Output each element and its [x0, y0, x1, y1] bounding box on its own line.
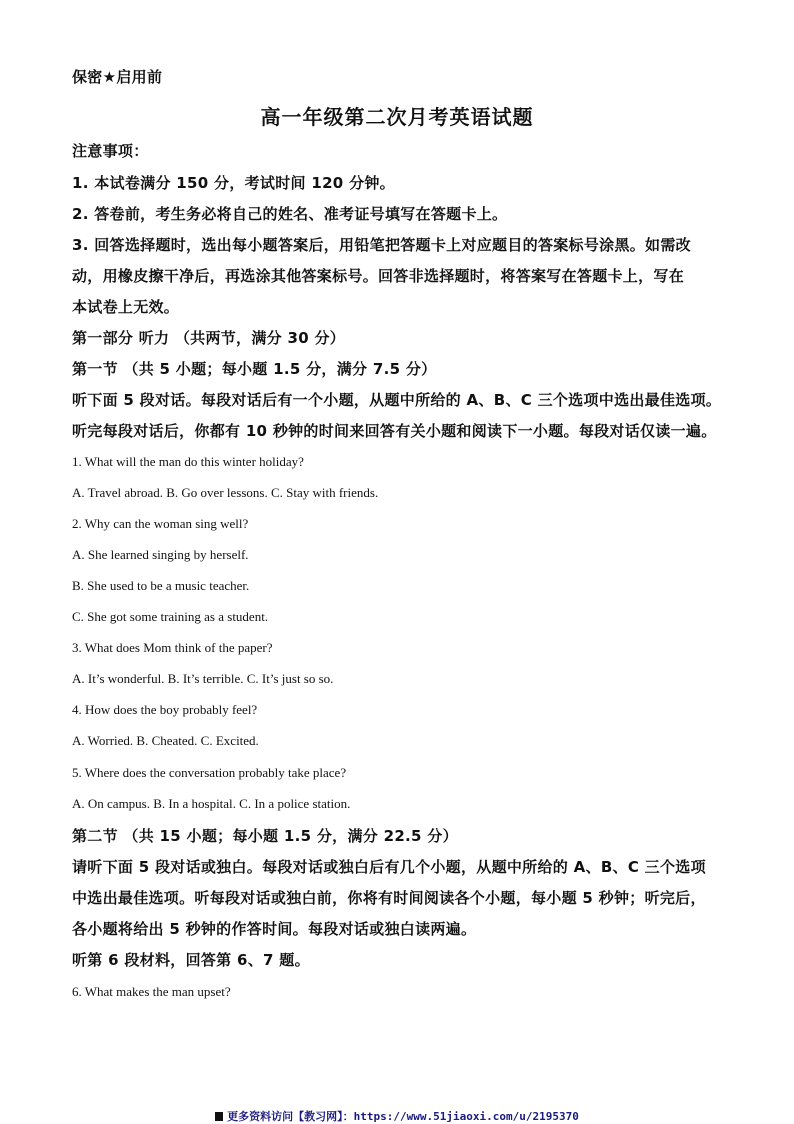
question-1: 1. What will the man do this winter holiday? [72, 454, 304, 469]
question-5: 5. Where does the conversation probably take place? [72, 765, 347, 780]
section1-instruction-line-1: 听下面 5 段对话。每段对话后有一个小题，从题中所给的 A、B、C 三个选项中选出最佳选项。 [72, 391, 722, 409]
material-6-label: 听第 6 段材料，回答第 6、7 题。 [72, 951, 310, 969]
question-3-options: A. It’s wonderful. B. It’s terrible. C. It’s just so so. [72, 671, 334, 686]
question-4-options: A. Worried. B. Cheated. C. Excited. [72, 733, 259, 748]
notes-item-3-line-3: 本试卷上无效。 [72, 298, 180, 316]
page-title: 高一年级第二次月考英语试题 [260, 105, 534, 129]
section2-instruction-line-3: 各小题将给出 5 秒钟的作答时间。每段对话或独白读两遍。 [72, 920, 477, 938]
section2-heading: 第二节 （共 15 小题；每小题 1.5 分，满分 22.5 分） [72, 827, 458, 845]
footer-text: 更多资料访问【教习网】：https://www.51jiaoxi.com/u/2195370 [227, 1110, 579, 1123]
notes-item-1: 1. 本试卷满分 150 分，考试时间 120 分钟。 [72, 174, 395, 192]
notes-heading: 注意事项： [72, 142, 149, 160]
question-5-options: A. On campus. B. In a hospital. C. In a police station. [72, 796, 351, 811]
notes-item-2: 2. 答卷前，考生务必将自己的姓名、准考证号填写在答题卡上。 [72, 205, 508, 223]
notes-item-3-line-2: 动，用橡皮擦干净后，再选涂其他答案标号。回答非选择题时，将答案写在答题卡上，写在 [72, 267, 685, 285]
confidential-label: 保密★启用前 [72, 68, 163, 86]
section2-instruction-line-1: 请听下面 5 段对话或独白。每段对话或独白后有几个小题，从题中所给的 A、B、C 三个选项 [72, 858, 706, 876]
flag-icon [215, 1112, 223, 1121]
footer-link[interactable] [0, 1108, 794, 1124]
part1-heading: 第一部分 听力 （共两节，满分 30 分） [72, 329, 346, 347]
question-1-options: A. Travel abroad. B. Go over lessons. C. Stay with friends. [72, 485, 379, 500]
question-2-option-a: A. She learned singing by herself. [72, 547, 249, 562]
notes-item-3-line-1: 3. 回答选择题时，选出每小题答案后，用铅笔把答题卡上对应题目的答案标号涂黑。如需改 [72, 236, 691, 254]
question-4: 4. How does the boy probably feel? [72, 702, 258, 717]
question-3: 3. What does Mom think of the paper? [72, 640, 273, 655]
section2-instruction-line-2: 中选出最佳选项。听每段对话或独白前，你将有时间阅读各个小题，每小题 5 秒钟；听完后， [72, 889, 706, 907]
section1-instruction-line-2: 听完每段对话后，你都有 10 秒钟的时间来回答有关小题和阅读下一小题。每段对话仅读一遍。 [72, 422, 717, 440]
section1-heading: 第一节 （共 5 小题；每小题 1.5 分，满分 7.5 分） [72, 360, 437, 378]
question-2: 2. Why can the woman sing well? [72, 516, 249, 531]
question-2-option-b: B. She used to be a music teacher. [72, 578, 250, 593]
question-6: 6. What makes the man upset? [72, 984, 231, 999]
question-2-option-c: C. She got some training as a student. [72, 609, 269, 624]
